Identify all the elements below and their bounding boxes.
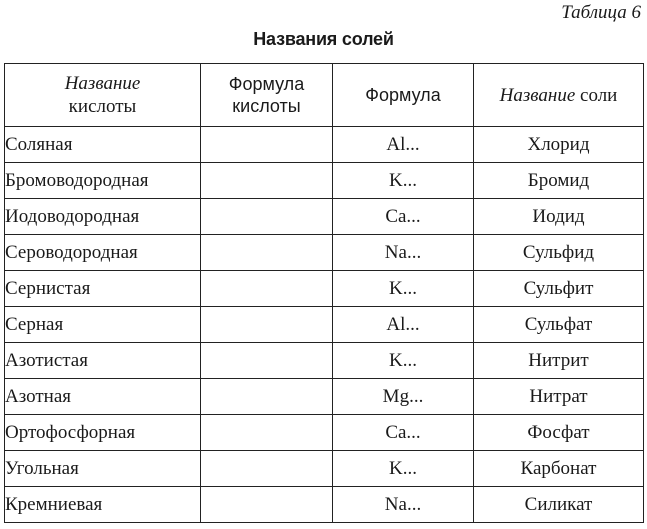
- salt-formula-cell: K...: [333, 163, 474, 199]
- salt-formula-cell: K...: [333, 343, 474, 379]
- salt-name-cell: Хлорид: [474, 127, 644, 163]
- header-acid-formula-line2: кислоты: [232, 96, 301, 116]
- acid-name-cell: Серная: [5, 307, 201, 343]
- acid-name-cell: Угольная: [5, 451, 201, 487]
- table-row: [5, 199, 644, 235]
- salt-name-cell: Сульфит: [474, 271, 644, 307]
- salt-formula-cell: Al...: [333, 307, 474, 343]
- table-row: [5, 163, 644, 199]
- acid-formula-cell: [201, 307, 333, 343]
- salt-formula-cell: Na...: [333, 235, 474, 271]
- salt-name-cell: Нитрит: [474, 343, 644, 379]
- table-row: [5, 235, 644, 271]
- acid-formula-cell: [201, 343, 333, 379]
- acid-formula-cell: [201, 271, 333, 307]
- table-row: [5, 415, 644, 451]
- acid-name-cell: Азотистая: [5, 343, 201, 379]
- salts-table: [4, 63, 644, 523]
- header-salt-name: [474, 64, 644, 127]
- acid-name-cell: Азотная: [5, 379, 201, 415]
- table-row: [5, 451, 644, 487]
- header-salt-name-rest: соли: [575, 84, 618, 106]
- salt-formula-cell: K...: [333, 271, 474, 307]
- salt-name-cell: Силикат: [474, 487, 644, 523]
- acid-formula-cell: [201, 199, 333, 235]
- table-body: [5, 127, 644, 523]
- salt-formula-cell: Al...: [333, 127, 474, 163]
- table-number-label: Таблица 6: [561, 2, 641, 23]
- salt-formula-cell: Mg...: [333, 379, 474, 415]
- acid-formula-cell: [201, 415, 333, 451]
- header-row: [5, 64, 644, 127]
- acid-formula-cell: [201, 127, 333, 163]
- salt-name-cell: Сульфид: [474, 235, 644, 271]
- salt-name-cell: Сульфат: [474, 307, 644, 343]
- salt-name-cell: Иодид: [474, 199, 644, 235]
- header-acid-formula: [201, 64, 333, 127]
- salt-formula-cell: Ca...: [333, 415, 474, 451]
- header-acid-name-italic: Название: [64, 73, 141, 94]
- salt-formula-cell: Na...: [333, 487, 474, 523]
- acid-name-cell: Бромоводородная: [5, 163, 201, 199]
- acid-name-cell: Иодоводородная: [5, 199, 201, 235]
- acid-name-cell: Соляная: [5, 127, 201, 163]
- table-row: [5, 271, 644, 307]
- acid-formula-cell: [201, 163, 333, 199]
- table-row: [5, 343, 644, 379]
- salt-name-cell: Нитрат: [474, 379, 644, 415]
- header-acid-formula-line1: Формула: [228, 74, 305, 94]
- header-acid-name: [5, 64, 201, 127]
- header-acid-name-rest: кислоты: [68, 96, 137, 117]
- acid-name-cell: Сернистая: [5, 271, 201, 307]
- acid-name-cell: Сероводородная: [5, 235, 201, 271]
- salt-formula-cell: K...: [333, 451, 474, 487]
- acid-name-cell: Ортофосфорная: [5, 415, 201, 451]
- table-row: [5, 307, 644, 343]
- salt-name-cell: Фосфат: [474, 415, 644, 451]
- salt-formula-cell: Ca...: [333, 199, 474, 235]
- header-formula: Формула: [333, 64, 474, 127]
- table-title: Названия солей: [253, 29, 394, 49]
- table-row: [5, 127, 644, 163]
- salt-name-cell: Карбонат: [474, 451, 644, 487]
- table-row: [5, 379, 644, 415]
- acid-formula-cell: [201, 379, 333, 415]
- acid-formula-cell: [201, 487, 333, 523]
- acid-name-cell: Кремниевая: [5, 487, 201, 523]
- salt-name-cell: Бромид: [474, 163, 644, 199]
- header-salt-name-italic: Название: [499, 84, 576, 106]
- table-row: [5, 487, 644, 523]
- acid-formula-cell: [201, 451, 333, 487]
- acid-formula-cell: [201, 235, 333, 271]
